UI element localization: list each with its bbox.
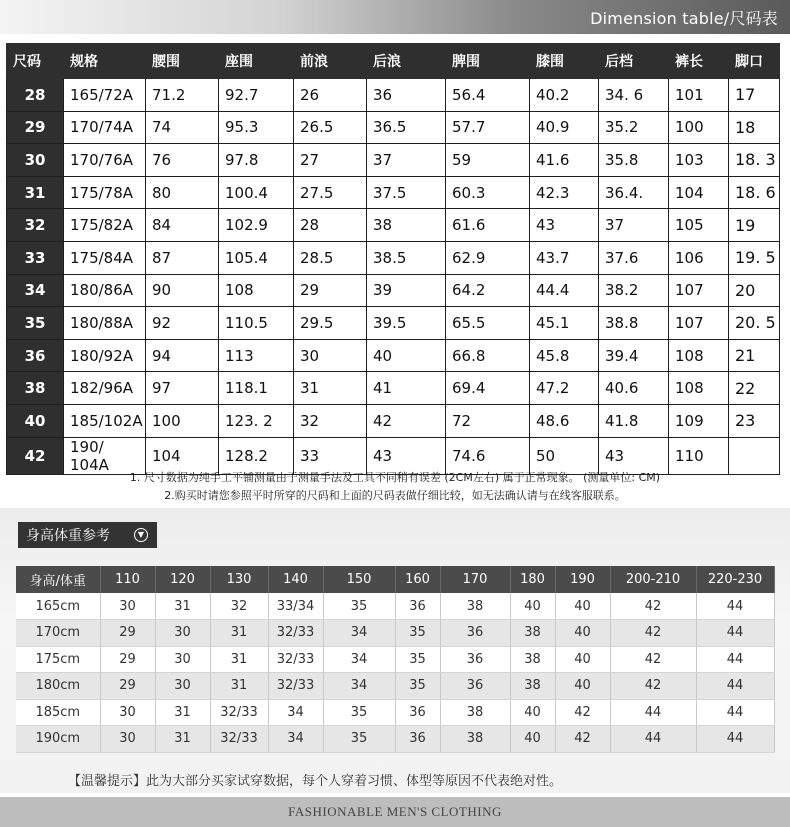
table-cell: 109	[669, 404, 729, 437]
table-cell: 40	[510, 699, 555, 726]
table-cell: 40.9	[530, 111, 599, 144]
table-cell: 36.5	[367, 111, 446, 144]
table-cell: 108	[219, 274, 294, 307]
table-cell: 31	[294, 372, 367, 405]
footer	[0, 797, 790, 827]
table-cell: 22	[729, 372, 780, 405]
table-cell: 44	[696, 593, 774, 620]
table-cell: 62.9	[446, 241, 530, 274]
table-cell: 101	[669, 79, 729, 112]
table-cell: 30	[155, 620, 210, 647]
table-cell: 29	[294, 274, 367, 307]
table-cell: 35.8	[599, 144, 669, 177]
table-cell: 27	[294, 144, 367, 177]
size-cell: 42	[7, 437, 64, 474]
table-cell: 110.5	[219, 307, 294, 340]
table-cell: 100	[669, 111, 729, 144]
table-cell: 118.1	[219, 372, 294, 405]
table-cell: 180/88A	[64, 307, 146, 340]
table-cell: 80	[146, 176, 219, 209]
table-cell: 40	[555, 646, 610, 673]
table-cell: 44	[696, 699, 774, 726]
table-cell: 50	[530, 437, 599, 474]
table-cell: 110	[669, 437, 729, 474]
table-cell: 38	[510, 620, 555, 647]
table-cell: 38	[440, 726, 510, 753]
table-row	[16, 726, 774, 753]
table-cell: 32/33	[210, 726, 268, 753]
warm-tip: 【温馨提示】此为大部分买家试穿数据，每个人穿着习惯、体型等原因不代表绝对性。	[68, 774, 563, 789]
table-cell: 45.8	[530, 339, 599, 372]
table-cell: 35	[323, 726, 395, 753]
table-cell: 87	[146, 241, 219, 274]
table-cell: 39	[367, 274, 446, 307]
table-cell: 29.5	[294, 307, 367, 340]
table-cell: 37	[367, 144, 446, 177]
table-cell: 104	[146, 437, 219, 474]
table-cell: 175/78A	[64, 176, 146, 209]
table-cell: 170/76A	[64, 144, 146, 177]
table-cell: 185/102A	[64, 404, 146, 437]
table-row	[7, 404, 780, 437]
column-header: 130	[210, 566, 268, 593]
table-cell: 165/72A	[64, 79, 146, 112]
table-cell: 100.4	[219, 176, 294, 209]
table-cell: 60.3	[446, 176, 530, 209]
table-cell: 76	[146, 144, 219, 177]
table-cell: 108	[669, 339, 729, 372]
table-cell: 35	[323, 699, 395, 726]
table-cell: 29	[100, 646, 155, 673]
table-row	[16, 699, 774, 726]
table-cell: 31	[155, 699, 210, 726]
table-cell: 32/33	[268, 620, 323, 647]
table-cell: 28	[294, 209, 367, 242]
column-header: 170	[440, 566, 510, 593]
header-banner	[0, 0, 790, 34]
table-cell: 34	[268, 726, 323, 753]
table-cell: 44	[696, 673, 774, 700]
height-cell: 180cm	[16, 673, 100, 700]
table-row	[7, 274, 780, 307]
table-row	[7, 111, 780, 144]
table-cell: 90	[146, 274, 219, 307]
table-cell: 37.6	[599, 241, 669, 274]
table-cell: 190/ 104A	[64, 437, 146, 474]
column-header: 后档	[599, 44, 669, 79]
table-cell: 36	[395, 593, 440, 620]
table-cell: 44	[696, 620, 774, 647]
table-cell: 34	[268, 699, 323, 726]
table-cell: 38	[367, 209, 446, 242]
column-header: 脾围	[446, 44, 530, 79]
table-cell: 95.3	[219, 111, 294, 144]
reference-label: 身高体重参考	[26, 528, 110, 544]
size-cell: 40	[7, 404, 64, 437]
table-cell: 34	[323, 673, 395, 700]
table-cell: 97.8	[219, 144, 294, 177]
table-row	[7, 339, 780, 372]
table-cell: 59	[446, 144, 530, 177]
size-cell: 33	[7, 241, 64, 274]
table-cell: 33/34	[268, 593, 323, 620]
column-header: 后浪	[367, 44, 446, 79]
table-cell: 41	[367, 372, 446, 405]
table-cell: 97	[146, 372, 219, 405]
table-cell: 17	[729, 79, 780, 112]
table-cell: 72	[446, 404, 530, 437]
table-cell: 102.9	[219, 209, 294, 242]
table-cell: 71.2	[146, 79, 219, 112]
table-cell: 40	[510, 726, 555, 753]
height-cell: 165cm	[16, 593, 100, 620]
table-cell: 18	[729, 111, 780, 144]
column-header: 腰围	[146, 44, 219, 79]
table-cell: 69.4	[446, 372, 530, 405]
column-header: 120	[155, 566, 210, 593]
table-cell: 34. 6	[599, 79, 669, 112]
table-row	[7, 372, 780, 405]
table-cell: 43	[367, 437, 446, 474]
table-row	[16, 646, 774, 673]
table-cell: 21	[729, 339, 780, 372]
table-cell: 36	[395, 726, 440, 753]
table-cell: 104	[669, 176, 729, 209]
table-cell: 18. 6	[729, 176, 780, 209]
table-cell: 113	[219, 339, 294, 372]
table-cell: 61.6	[446, 209, 530, 242]
size-cell: 38	[7, 372, 64, 405]
size-cell: 31	[7, 176, 64, 209]
table-cell: 105.4	[219, 241, 294, 274]
table-cell: 20. 5	[729, 307, 780, 340]
table-cell: 123. 2	[219, 404, 294, 437]
table-cell: 23	[729, 404, 780, 437]
dimension-table-header	[7, 44, 780, 79]
table-cell: 42	[610, 593, 696, 620]
table-cell: 42	[367, 404, 446, 437]
table-cell: 105	[669, 209, 729, 242]
table-row	[7, 144, 780, 177]
table-cell: 65.5	[446, 307, 530, 340]
table-row	[7, 209, 780, 242]
chevron-down-circle-icon: ▼	[134, 528, 148, 542]
table-row	[7, 176, 780, 209]
column-header: 身高/体重	[16, 566, 100, 593]
table-cell: 180/86A	[64, 274, 146, 307]
size-cell: 35	[7, 307, 64, 340]
table-row	[16, 673, 774, 700]
column-header: 200-210	[610, 566, 696, 593]
table-cell: 42.3	[530, 176, 599, 209]
table-cell: 37	[599, 209, 669, 242]
table-cell: 30	[294, 339, 367, 372]
table-cell: 35	[395, 646, 440, 673]
table-cell: 44	[610, 699, 696, 726]
height-cell: 190cm	[16, 726, 100, 753]
table-cell: 106	[669, 241, 729, 274]
table-cell: 31	[210, 646, 268, 673]
table-cell: 44	[696, 646, 774, 673]
table-cell: 35.2	[599, 111, 669, 144]
column-header: 220-230	[696, 566, 774, 593]
table-cell: 107	[669, 307, 729, 340]
table-cell: 42	[610, 673, 696, 700]
table-cell: 170/74A	[64, 111, 146, 144]
table-cell: 44.4	[530, 274, 599, 307]
column-header: 裤长	[669, 44, 729, 79]
table-cell: 40	[510, 593, 555, 620]
table-row	[7, 79, 780, 112]
table-cell: 31	[155, 593, 210, 620]
table-cell: 36	[440, 620, 510, 647]
table-cell: 48.6	[530, 404, 599, 437]
column-header: 140	[268, 566, 323, 593]
table-cell: 36	[440, 646, 510, 673]
table-cell: 32	[294, 404, 367, 437]
table-cell: 32/33	[210, 699, 268, 726]
size-cell: 36	[7, 339, 64, 372]
table-cell: 42	[555, 726, 610, 753]
table-cell: 92.7	[219, 79, 294, 112]
table-cell: 39.4	[599, 339, 669, 372]
table-cell: 19. 5	[729, 241, 780, 274]
table-cell: 180/92A	[64, 339, 146, 372]
table-cell: 36	[367, 79, 446, 112]
height-cell: 175cm	[16, 646, 100, 673]
table-cell: 29	[100, 620, 155, 647]
table-cell: 20	[729, 274, 780, 307]
table-cell: 44	[696, 726, 774, 753]
table-cell: 36.4.	[599, 176, 669, 209]
table-cell: 40	[555, 620, 610, 647]
table-cell: 35	[323, 593, 395, 620]
table-cell: 108	[669, 372, 729, 405]
column-header: 座围	[219, 44, 294, 79]
table-cell: 42	[555, 699, 610, 726]
table-cell: 19	[729, 209, 780, 242]
column-header: 180	[510, 566, 555, 593]
table-cell: 35	[395, 620, 440, 647]
table-cell: 30	[100, 593, 155, 620]
size-cell: 28	[7, 79, 64, 112]
table-cell: 74	[146, 111, 219, 144]
dimension-table	[6, 43, 780, 475]
height-cell: 170cm	[16, 620, 100, 647]
table-cell: 103	[669, 144, 729, 177]
table-cell: 33	[294, 437, 367, 474]
table-cell: 41.6	[530, 144, 599, 177]
table-cell: 40	[555, 673, 610, 700]
table-cell: 38	[440, 699, 510, 726]
table-cell: 28.5	[294, 241, 367, 274]
table-cell: 32	[210, 593, 268, 620]
height-cell: 185cm	[16, 699, 100, 726]
table-cell: 92	[146, 307, 219, 340]
column-header: 脚口	[729, 44, 780, 79]
table-row	[16, 620, 774, 647]
table-cell: 38	[440, 593, 510, 620]
table-cell: 35	[395, 673, 440, 700]
table-cell: 38.8	[599, 307, 669, 340]
table-cell: 43	[530, 209, 599, 242]
table-cell: 40	[367, 339, 446, 372]
table-cell: 47.2	[530, 372, 599, 405]
table-cell: 43.7	[530, 241, 599, 274]
column-header: 160	[395, 566, 440, 593]
size-cell: 30	[7, 144, 64, 177]
table-cell: 107	[669, 274, 729, 307]
column-header: 前浪	[294, 44, 367, 79]
table-cell: 36	[440, 673, 510, 700]
table-cell: 94	[146, 339, 219, 372]
table-cell: 100	[146, 404, 219, 437]
table-cell: 34	[323, 646, 395, 673]
table-cell: 38	[510, 646, 555, 673]
table-cell: 39.5	[367, 307, 446, 340]
table-cell: 84	[146, 209, 219, 242]
table-cell: 45.1	[530, 307, 599, 340]
table-cell: 74.6	[446, 437, 530, 474]
table-cell: 175/82A	[64, 209, 146, 242]
table-cell: 31	[155, 726, 210, 753]
column-header: 尺码	[7, 44, 64, 79]
table-cell: 40.6	[599, 372, 669, 405]
table-cell: 31	[210, 673, 268, 700]
table-cell: 41.8	[599, 404, 669, 437]
footer-text: FASHIONABLE MEN'S CLOTHING	[288, 804, 502, 819]
table-cell: 36	[395, 699, 440, 726]
table-cell: 30	[100, 699, 155, 726]
table-cell: 128.2	[219, 437, 294, 474]
size-cell: 29	[7, 111, 64, 144]
table-row	[7, 241, 780, 274]
table-cell: 18. 3	[729, 144, 780, 177]
table-cell: 40.2	[530, 79, 599, 112]
table-cell: 44	[610, 726, 696, 753]
size-cell: 34	[7, 274, 64, 307]
table-cell: 37.5	[367, 176, 446, 209]
column-header: 110	[100, 566, 155, 593]
height-weight-header	[16, 566, 774, 593]
table-cell: 30	[100, 726, 155, 753]
table-cell: 66.8	[446, 339, 530, 372]
table-cell: 34	[323, 620, 395, 647]
page-title: Dimension table/尺码表	[590, 9, 778, 28]
table-cell: 40	[555, 593, 610, 620]
table-cell: 26	[294, 79, 367, 112]
size-cell: 32	[7, 209, 64, 242]
table-cell: 38.2	[599, 274, 669, 307]
table-cell: 64.2	[446, 274, 530, 307]
height-weight-reference-toggle[interactable]	[18, 522, 157, 548]
purchase-note: 2.购买时请您参照平时所穿的尺码和上面的尺码表做仔细比较，如无法确认请与在线客服联系。	[164, 489, 626, 502]
table-cell: 29	[100, 673, 155, 700]
table-cell: 182/96A	[64, 372, 146, 405]
table-cell: 38.5	[367, 241, 446, 274]
column-header: 规格	[64, 44, 146, 79]
table-cell: 30	[155, 646, 210, 673]
table-cell: 56.4	[446, 79, 530, 112]
column-header: 150	[323, 566, 395, 593]
table-cell: 42	[610, 620, 696, 647]
table-cell: 43	[599, 437, 669, 474]
table-cell: 175/84A	[64, 241, 146, 274]
table-cell: 32/33	[268, 646, 323, 673]
table-cell: 31	[210, 620, 268, 647]
table-cell: 57.7	[446, 111, 530, 144]
column-header: 膝围	[530, 44, 599, 79]
table-cell: 26.5	[294, 111, 367, 144]
height-weight-table	[16, 566, 775, 753]
column-header: 190	[555, 566, 610, 593]
measurement-note: 1. 尺寸数据为纯手工平铺测量由于测量手法及工具不同稍有误差 (2CM左右) 属于正常现象。 (测量单位: CM)	[129, 471, 661, 484]
table-cell: 38	[510, 673, 555, 700]
table-cell: 42	[610, 646, 696, 673]
table-row	[7, 307, 780, 340]
table-row	[16, 593, 774, 620]
table-cell: 32/33	[268, 673, 323, 700]
table-cell: 27.5	[294, 176, 367, 209]
table-cell: 30	[155, 673, 210, 700]
